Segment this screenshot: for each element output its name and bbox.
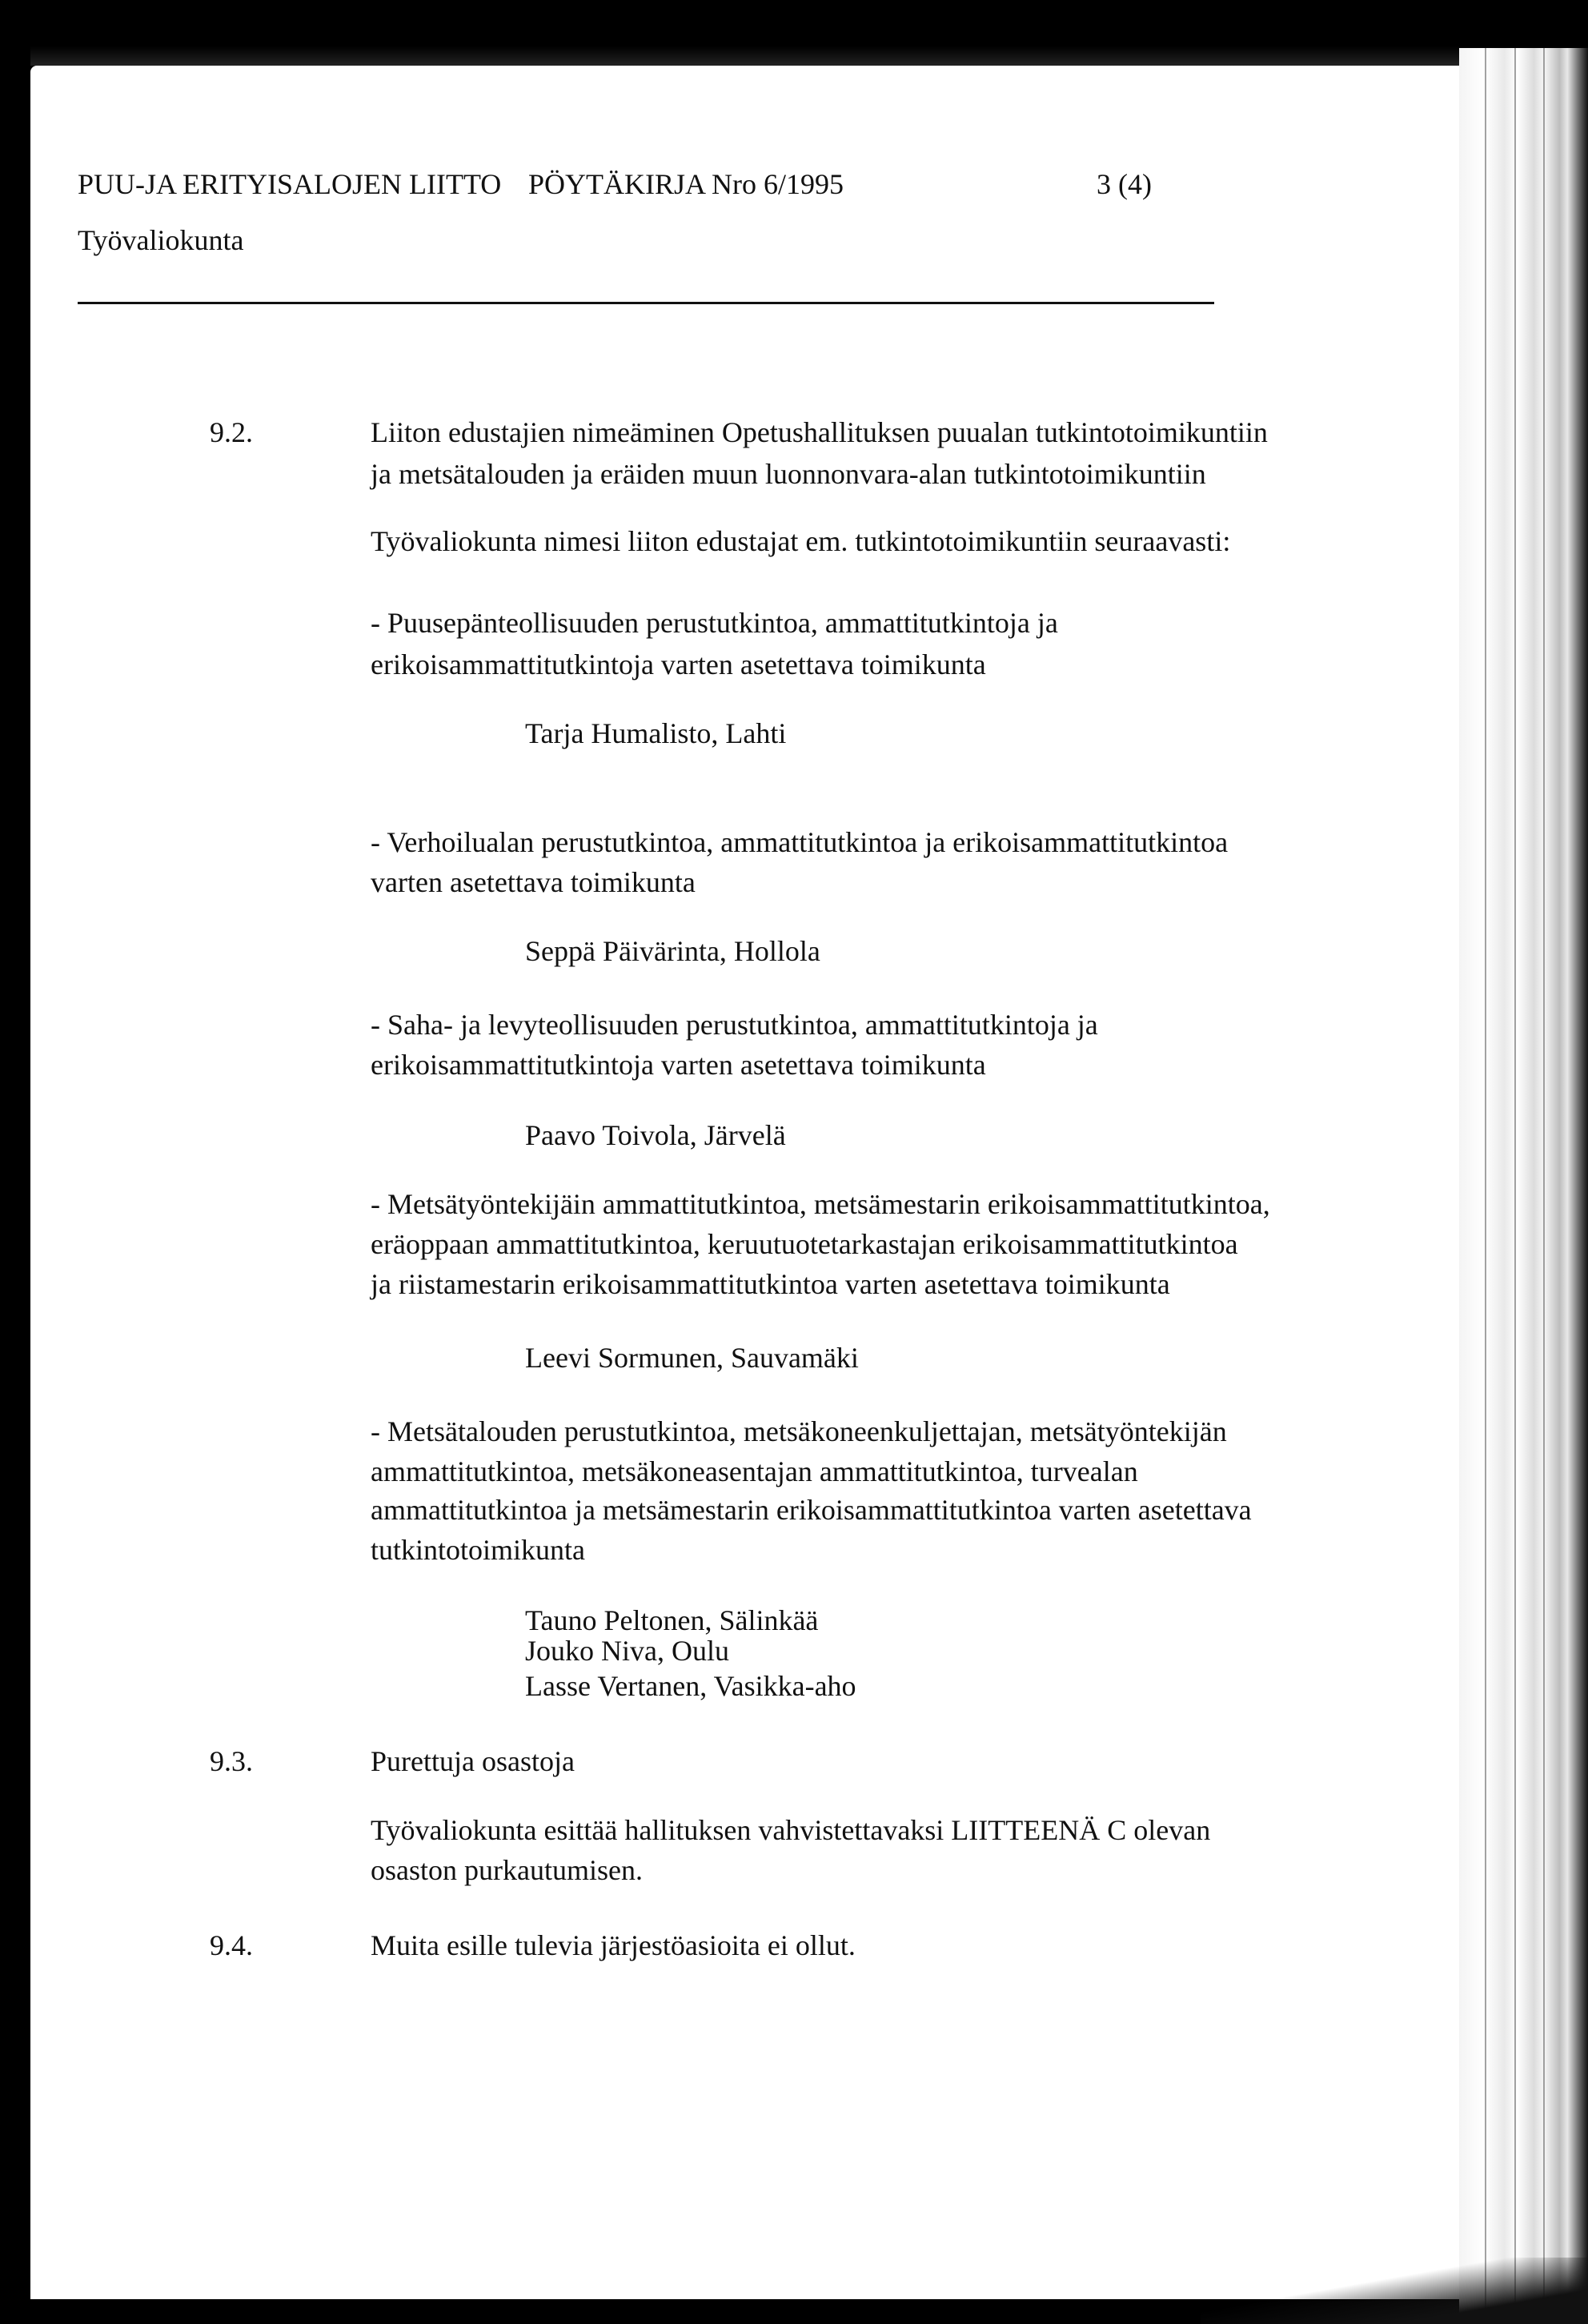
committee-member: Seppä Päivärinta, Hollola: [525, 935, 820, 967]
committee-line: ja riistamestarin erikoisammattitutkintoa varten asetettava toimikunta: [371, 1268, 1170, 1300]
section-title-line: Liiton edustajien nimeäminen Opetushallituksen puualan tutkintotoimikuntiin: [371, 416, 1268, 448]
committee-line: - Puusepänteollisuuden perustutkintoa, ammattitutkintoja ja: [371, 607, 1058, 639]
book-page-edge: [1459, 48, 1588, 2324]
committee-line: - Verhoilualan perustutkintoa, ammattitutkintoa ja erikoisammattitutkintoa: [371, 826, 1229, 858]
section-title-line: Muita esille tulevia järjestöasioita ei ollut.: [371, 1929, 856, 1961]
header-doc: PÖYTÄKIRJA Nro 6/1995: [528, 168, 844, 200]
section-number: 9.3.: [210, 1745, 253, 1777]
header-rule: [78, 302, 1214, 304]
section-intro: Työvaliokunta nimesi liiton edustajat em. tutkintotoimikuntiin seuraavasti:: [371, 525, 1231, 557]
committee-member: Tauno Peltonen, Sälinkää: [525, 1604, 819, 1636]
section-title-line: Purettuja osastoja: [371, 1745, 575, 1777]
committee-line: - Metsätalouden perustutkintoa, metsäkoneenkuljettajan, metsätyöntekijän: [371, 1415, 1227, 1447]
committee-member: Jouko Niva, Oulu: [525, 1635, 729, 1667]
book-page-edge-line: [1514, 48, 1516, 2324]
scan-bottom-shadow: [1201, 2258, 1588, 2324]
committee-line: ammattitutkintoa, metsäkoneasentajan ammattitutkintoa, turvealan: [371, 1455, 1138, 1487]
book-page-edge-line: [1543, 48, 1545, 2324]
committee-member: Tarja Humalisto, Lahti: [525, 717, 787, 749]
section-title-line: ja metsätalouden ja eräiden muun luonnonvara-alan tutkintotoimikuntiin: [371, 458, 1206, 490]
committee-line: - Saha- ja levyteollisuuden perustutkintoa, ammattitutkintoja ja: [371, 1009, 1098, 1041]
committee-line: tutkintotoimikunta: [371, 1534, 585, 1566]
committee-line: varten asetettava toimikunta: [371, 866, 696, 898]
committee-line: - Metsätyöntekijäin ammattitutkintoa, metsämestarin erikoisammattitutkintoa,: [371, 1188, 1270, 1220]
committee-line: eräoppaan ammattitutkintoa, keruutuotetarkastajan erikoisammattitutkintoa: [371, 1228, 1238, 1260]
section-number: 9.4.: [210, 1929, 253, 1961]
header-org: PUU-JA ERITYISALOJEN LIITTO: [78, 168, 502, 200]
section-body-line: osaston purkautumisen.: [371, 1854, 643, 1886]
committee-line: erikoisammattitutkintoja varten asetettava toimikunta: [371, 648, 986, 680]
committee-member: Leevi Sormunen, Sauvamäki: [525, 1342, 859, 1374]
committee-member: Paavo Toivola, Järvelä: [525, 1119, 786, 1151]
header-unit: Työvaliokunta: [78, 224, 244, 256]
section-number: 9.2.: [210, 416, 253, 448]
committee-line: ammattitutkintoa ja metsämestarin erikoisammattitutkintoa varten asetettava: [371, 1494, 1252, 1526]
scan-top-shadow: [30, 0, 1588, 66]
header-page-number: 3 (4): [1097, 168, 1152, 200]
section-body-line: Työvaliokunta esittää hallituksen vahvistettavaksi LIITTEENÄ C olevan: [371, 1814, 1211, 1846]
committee-line: erikoisammattitutkintoja varten asetettava toimikunta: [371, 1049, 986, 1081]
book-page-edge-line: [1485, 48, 1486, 2324]
committee-member: Lasse Vertanen, Vasikka-aho: [525, 1670, 856, 1702]
